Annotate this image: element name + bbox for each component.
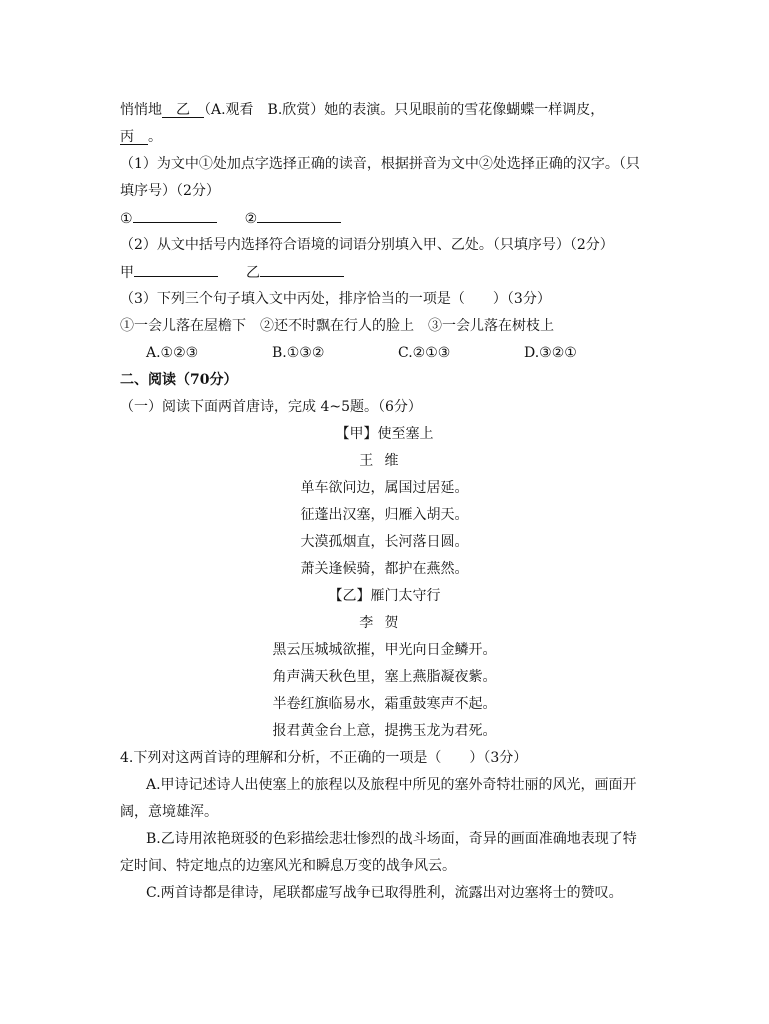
fill-line-1 — [120, 100, 604, 120]
question-1-line-1: （1）为文中①处加点字选择正确的读音，根据拼音为文中②处选择正确的汉字。（只 — [120, 156, 640, 172]
fill-line-1-suffix: （A.观看 B.欣赏）她的表演。只见眼前的雪花像蝴蝶一样调皮， — [204, 102, 605, 118]
answer-blank-2[interactable] — [257, 208, 341, 223]
poem-a-line: 大漠孤烟直，长河落日圆。 — [300, 534, 469, 550]
question-2: （2）从文中括号内选择符合语境的词语分别填入甲、乙处。（只填序号）（2分） — [120, 237, 614, 253]
poem-b-author: 李贺 — [359, 615, 410, 631]
poem-a-line: 单车欲问边，属国过居延。 — [300, 480, 469, 496]
question-3: （3）下列三个句子填入文中丙处，排序恰当的一项是（ ）（3分） — [120, 291, 551, 307]
question-3-options — [146, 343, 596, 363]
answer-blank-jia[interactable] — [134, 262, 218, 277]
answer-blank-1[interactable] — [133, 208, 217, 223]
option-a: A.①②③ — [146, 345, 199, 361]
poem-a-line: 征蓬出汉塞，归雁入胡天。 — [300, 507, 469, 523]
section-title-reading: 二、阅读（70分） — [120, 372, 238, 388]
option-c: C.②①③ — [398, 345, 451, 361]
poem-b-line: 报君黄金台上意，提携玉龙为君死。 — [272, 723, 497, 739]
poem-b-title: 【乙】雁门太守行 — [328, 588, 441, 604]
poem-a-title: 【甲】使至塞上 — [335, 426, 434, 442]
question-4-option-b-cont: 定时间、特定地点的边塞风光和瞬息万变的战争风云。 — [120, 858, 456, 874]
question-4-option-c: C.两首诗都是律诗，尾联都虚写战争已取得胜利，流露出对边塞将士的赞叹。 — [146, 885, 623, 901]
fill-line-2: 丙 。 — [120, 129, 162, 145]
reading-intro: （一）阅读下面两首唐诗，完成 4~5题。（6分） — [120, 399, 422, 415]
question-4-option-a: A.甲诗记述诗人出使塞上的旅程以及旅程中所见的塞外奇特壮丽的风光，画面开 — [146, 777, 637, 793]
option-d: D.③②① — [524, 345, 577, 361]
answer-blank-yi[interactable] — [260, 262, 344, 277]
question-1-line-2: 填序号）（2分） — [120, 183, 220, 199]
poem-b-line: 黑云压城城欲摧，甲光向日金鳞开。 — [272, 642, 497, 658]
question-4-option-b: B.乙诗用浓艳斑驳的色彩描绘悲壮惨烈的战斗场面，奇异的画面准确地表现了特 — [146, 831, 637, 847]
question-2-answer-blanks: 甲 乙 — [120, 262, 344, 283]
question-3-sentences: ①一会儿落在屋檐下 ②还不时飘在行人的脸上 ③一会儿落在树枝上 — [120, 318, 554, 334]
poem-b-line: 半卷红旗临易水，霜重鼓寒声不起。 — [272, 696, 497, 712]
blank-yi: 乙 — [176, 102, 190, 118]
poem-b-line: 角声满天秋色里，塞上燕脂凝夜紫。 — [272, 669, 497, 685]
fill-line-1-prefix: 悄悄地 — [120, 102, 162, 118]
question-1-answer-blanks: ① ② — [120, 208, 341, 229]
blank-bing: 丙 — [120, 129, 134, 145]
option-b: B.①③② — [272, 345, 325, 361]
poem-a-author: 王维 — [359, 453, 410, 469]
poem-a-line: 萧关逢候骑，都护在燕然。 — [300, 561, 469, 577]
question-4-stem: 4.下列对这两首诗的理解和分析，不正确的一项是（ ）（3分） — [120, 750, 528, 766]
question-4-option-a-cont: 阔，意境雄浑。 — [120, 804, 218, 820]
